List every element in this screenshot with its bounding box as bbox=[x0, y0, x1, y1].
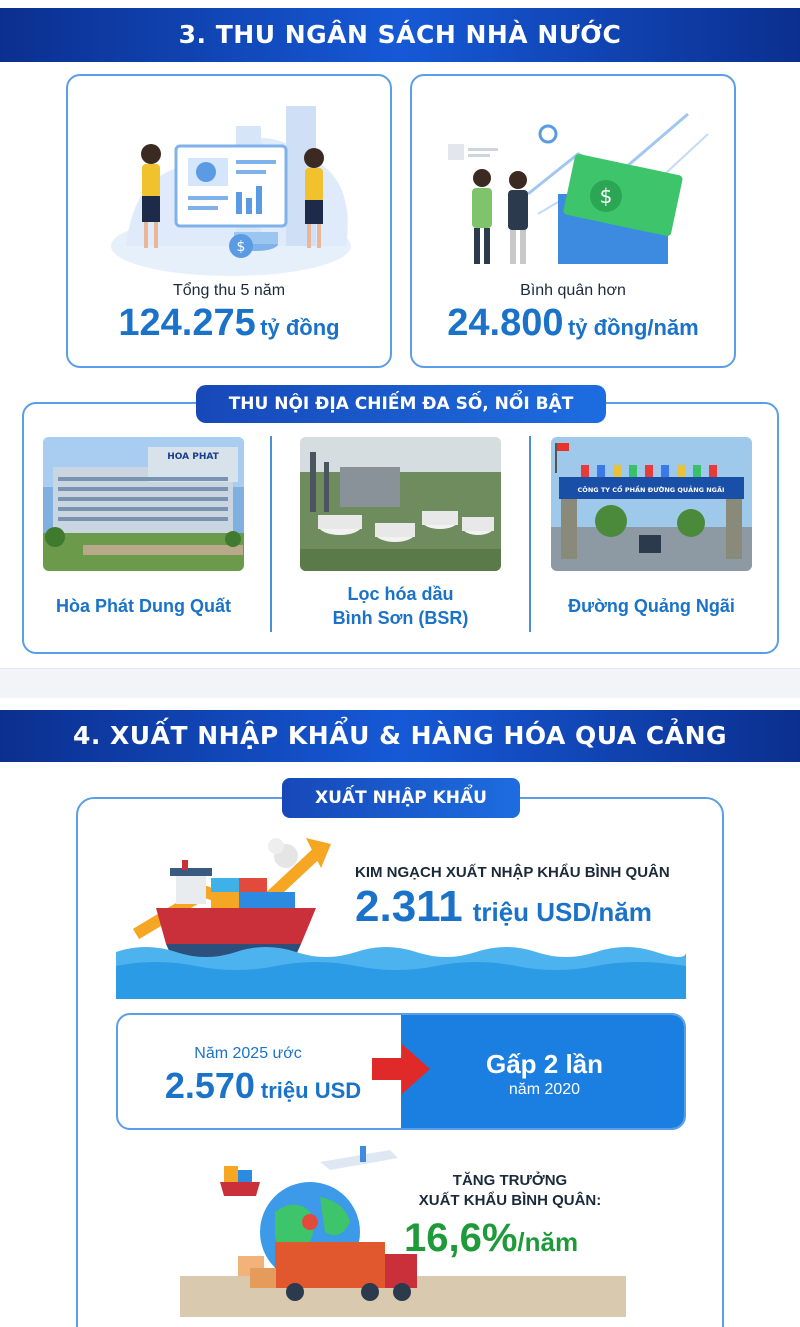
average-revenue-value-row bbox=[412, 302, 734, 345]
export-growth-value: 16,6% bbox=[404, 1216, 518, 1260]
total-revenue-value: 124.275 bbox=[118, 302, 256, 344]
company-name-bsr-line1: Lọc hóa dầu bbox=[347, 584, 454, 604]
times-2020-label: Gấp 2 lần bbox=[485, 1049, 604, 1079]
import-export-title: XUẤT NHẬP KHẨU bbox=[282, 778, 520, 818]
section-divider bbox=[0, 668, 800, 698]
average-revenue-card bbox=[410, 74, 736, 368]
total-revenue-value-row bbox=[68, 302, 390, 345]
growth-money-illustration bbox=[438, 104, 718, 274]
trade-turnover-unit: triệu USD/năm bbox=[472, 897, 652, 927]
times-2020-sub: năm 2020 bbox=[508, 1081, 581, 1098]
trade-turnover-label: KIM NGẠCH XUẤT NHẬP KHẨU BÌNH QUÂN bbox=[355, 864, 670, 881]
average-revenue-unit: tỷ đồng/năm bbox=[567, 315, 699, 340]
section-4-banner bbox=[0, 710, 800, 762]
duong-quang-ngai-sign: CÔNG TY CỔ PHẦN ĐƯỜNG QUẢNG NGÃI bbox=[577, 486, 725, 494]
company-divider-1 bbox=[270, 436, 272, 632]
export-growth-label-2: XUẤT KHẨU BÌNH QUÂN: bbox=[418, 1192, 602, 1209]
export-growth-label-1: TĂNG TRƯỞNG bbox=[452, 1172, 568, 1189]
section-4-title: 4. XUẤT NHẬP KHẨU & HÀNG HÓA QUA CẢNG bbox=[72, 721, 728, 750]
red-arrow-icon bbox=[372, 1042, 432, 1096]
presentation-illustration bbox=[106, 96, 356, 276]
average-revenue-value: 24.800 bbox=[447, 302, 564, 344]
total-revenue-unit: tỷ đồng bbox=[260, 315, 340, 340]
export-growth-unit: /năm bbox=[517, 1227, 579, 1257]
year-2025-label: Năm 2025 ước bbox=[194, 1045, 302, 1062]
average-revenue-label: Bình quân hơn bbox=[520, 282, 626, 299]
year-2025-value: 2.570 bbox=[164, 1065, 255, 1106]
domestic-revenue-title: THU NỘI ĐỊA CHIẾM ĐA SỐ, NỔI BẬT bbox=[196, 385, 606, 423]
year-2025-value-row bbox=[118, 1065, 408, 1107]
section-3-banner bbox=[0, 8, 800, 62]
company-name-hoa-phat: Hòa Phát Dung Quất bbox=[56, 596, 231, 616]
company-divider-2 bbox=[529, 436, 531, 632]
svg-text:$: $ bbox=[599, 184, 613, 208]
bsr-refinery-photo bbox=[300, 437, 501, 571]
svg-text:$: $ bbox=[236, 239, 246, 255]
total-revenue-card bbox=[66, 74, 392, 368]
section-3-title: 3. THU NGÂN SÁCH NHÀ NƯỚC bbox=[178, 20, 622, 49]
duong-quang-ngai-photo bbox=[551, 437, 752, 571]
hoa-phat-photo bbox=[43, 437, 244, 571]
export-growth-value-row bbox=[404, 1216, 578, 1261]
trade-turnover-value: 2.311 bbox=[355, 882, 463, 931]
year-2025-unit: triệu USD bbox=[260, 1078, 362, 1103]
company-name-bsr-line2: Bình Sơn (BSR) bbox=[332, 608, 469, 628]
hoa-phat-sign: HOA PHAT bbox=[167, 452, 219, 462]
total-revenue-label: Tổng thu 5 năm bbox=[172, 282, 286, 299]
company-name-duong-quang-ngai: Đường Quảng Ngãi bbox=[568, 596, 735, 616]
trade-turnover-value-row bbox=[355, 882, 652, 932]
